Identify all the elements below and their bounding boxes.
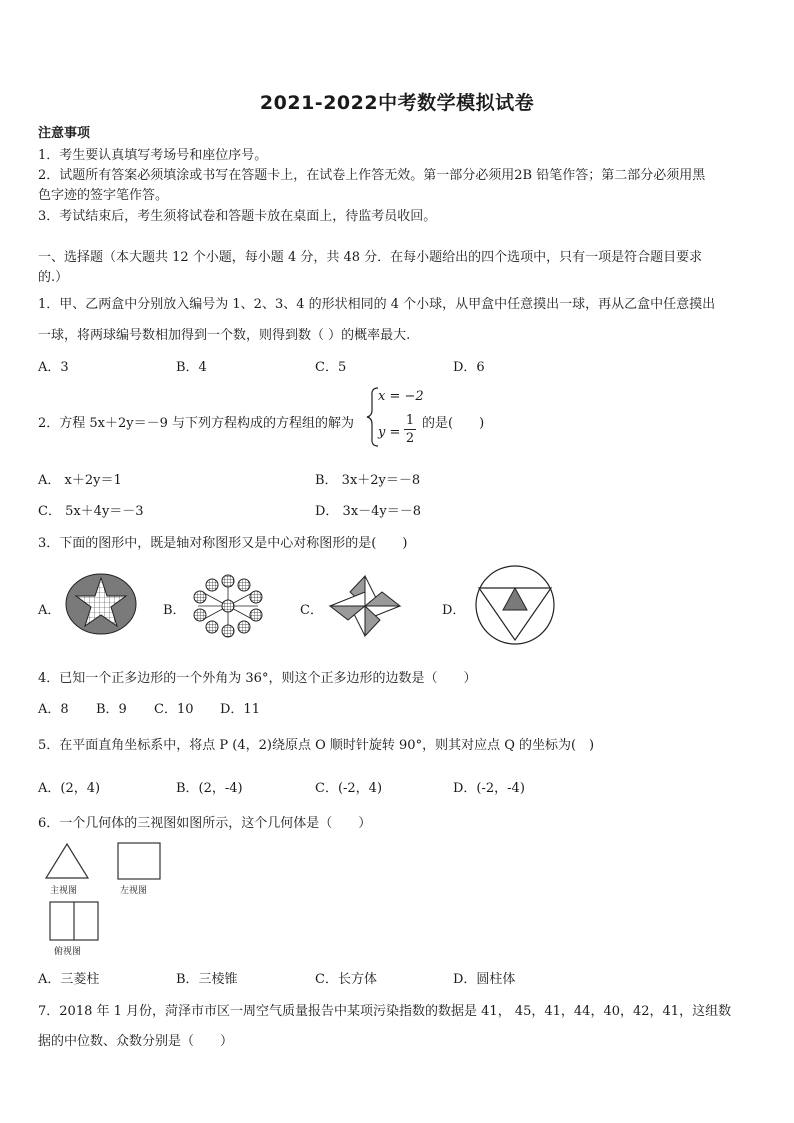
- q1-option-b: B．4: [176, 360, 207, 375]
- system-eq-x: x = −2: [378, 389, 424, 404]
- q6-option-b: B．三棱锥: [176, 972, 238, 987]
- q4-option-b: B．9: [96, 702, 127, 717]
- q6-option-d: D．圆柱体: [453, 972, 516, 987]
- q7-stem-cont: 据的中位数、众数分别是（ ）: [38, 1034, 234, 1049]
- notice-item-3: 3．考试结束后，考生须将试卷和答题卡放在桌面上，待监考员收回。: [38, 209, 437, 224]
- fraction-numerator: 1: [405, 413, 415, 428]
- figure-star-in-oval: [64, 572, 140, 638]
- q5-option-b: B．(2，-4): [176, 781, 243, 796]
- q2-option-b: B． 3x＋2y＝－8: [315, 473, 421, 488]
- fraction-denominator: 2: [405, 431, 415, 446]
- side-view-label: 左视图: [120, 886, 148, 896]
- q3-option-a: A．: [38, 603, 61, 618]
- top-view-label: 俯视图: [54, 947, 82, 957]
- figure-circle-flower: [188, 573, 268, 639]
- system-eq-y: y =: [378, 425, 401, 440]
- q2-option-c: C． 5x＋4y＝－3: [38, 504, 144, 519]
- q1-stem: 1．甲、乙两盒中分别放入编号为 1、2、3、4 的形状相同的 4 个小球，从甲盒中任意摸出一球，再从乙盒中任意摸出: [38, 297, 716, 312]
- q1-stem-cont: 一球，将两球编号数相加得到一个数，则得到数（ ）的概率最大.: [38, 328, 411, 343]
- q4-option-a: A．8: [38, 702, 69, 717]
- figure-triangle-in-circle: [472, 564, 558, 646]
- q6-option-a: A．三菱柱: [38, 972, 100, 987]
- q7-stem: 7．2018 年 1 月份，菏泽市市区一周空气质量报告中某项污染指数的数据是 41， 45，41，44，40，42，41，这组数: [38, 1004, 732, 1019]
- q2-stem-end: 的是( ): [422, 416, 485, 431]
- q5-stem: 5．在平面直角坐标系中，将点 P (4，2)绕原点 O 顺时针旋转 90°，则其对应点 Q 的坐标为( ): [38, 738, 595, 753]
- top-view-rect: [48, 900, 100, 942]
- q6-option-c: C．长方体: [315, 972, 377, 987]
- q5-option-d: D．(-2，-4): [453, 781, 525, 796]
- q4-option-c: C．10: [154, 702, 194, 717]
- q2-option-d: D． 3x－4y＝－8: [315, 504, 422, 519]
- q4-option-d: D．11: [220, 702, 260, 717]
- notice-heading: 注意事项: [38, 126, 91, 141]
- q5-option-a: A．(2，4): [38, 781, 101, 796]
- q2-option-a: A． x＋2y＝1: [38, 473, 122, 488]
- q3-option-b: B．: [163, 603, 186, 618]
- q1-option-d: D．6: [453, 360, 485, 375]
- q3-option-c: C．: [300, 603, 323, 618]
- side-view-rect: [116, 841, 162, 881]
- q3-stem: 3．下面的图形中，既是轴对称图形又是中心对称图形的是( ): [38, 536, 408, 551]
- q2-stem: 2．方程 5x＋2y＝－9 与下列方程构成的方程组的解为: [38, 416, 355, 431]
- q1-option-a: A．3: [38, 360, 69, 375]
- q3-option-d: D．: [442, 603, 466, 618]
- q4-stem: 4．已知一个正多边形的一个外角为 36°，则这个正多边形的边数是（ ）: [38, 671, 477, 686]
- figure-pinwheel: [320, 570, 410, 642]
- page-title: 2021-2022中考数学模拟试卷: [259, 92, 535, 114]
- front-view-triangle: [44, 842, 90, 880]
- section-heading: 一、选择题（本大题共 12 个小题，每小题 4 分，共 48 分．在每小题给出的四个选项中，只有一项是符合题目要求: [38, 250, 703, 265]
- notice-item-2: 2．试题所有答案必须填涂或书写在答题卡上，在试卷上作答无效。第一部分必须用2B 铅笔作答；第二部分必须用黑: [38, 168, 706, 183]
- q6-stem: 6．一个几何体的三视图如图所示，这个几何体是（ ）: [38, 816, 372, 831]
- notice-item-1: 1．考生要认真填写考场号和座位序号。: [38, 148, 268, 163]
- notice-item-2-cont: 色字迹的签字笔作答。: [38, 188, 169, 203]
- section-heading-cont: 的.）: [38, 270, 69, 285]
- q1-option-c: C．5: [315, 360, 347, 375]
- q5-option-c: C．(-2，4): [315, 781, 383, 796]
- front-view-label: 主视图: [50, 886, 78, 896]
